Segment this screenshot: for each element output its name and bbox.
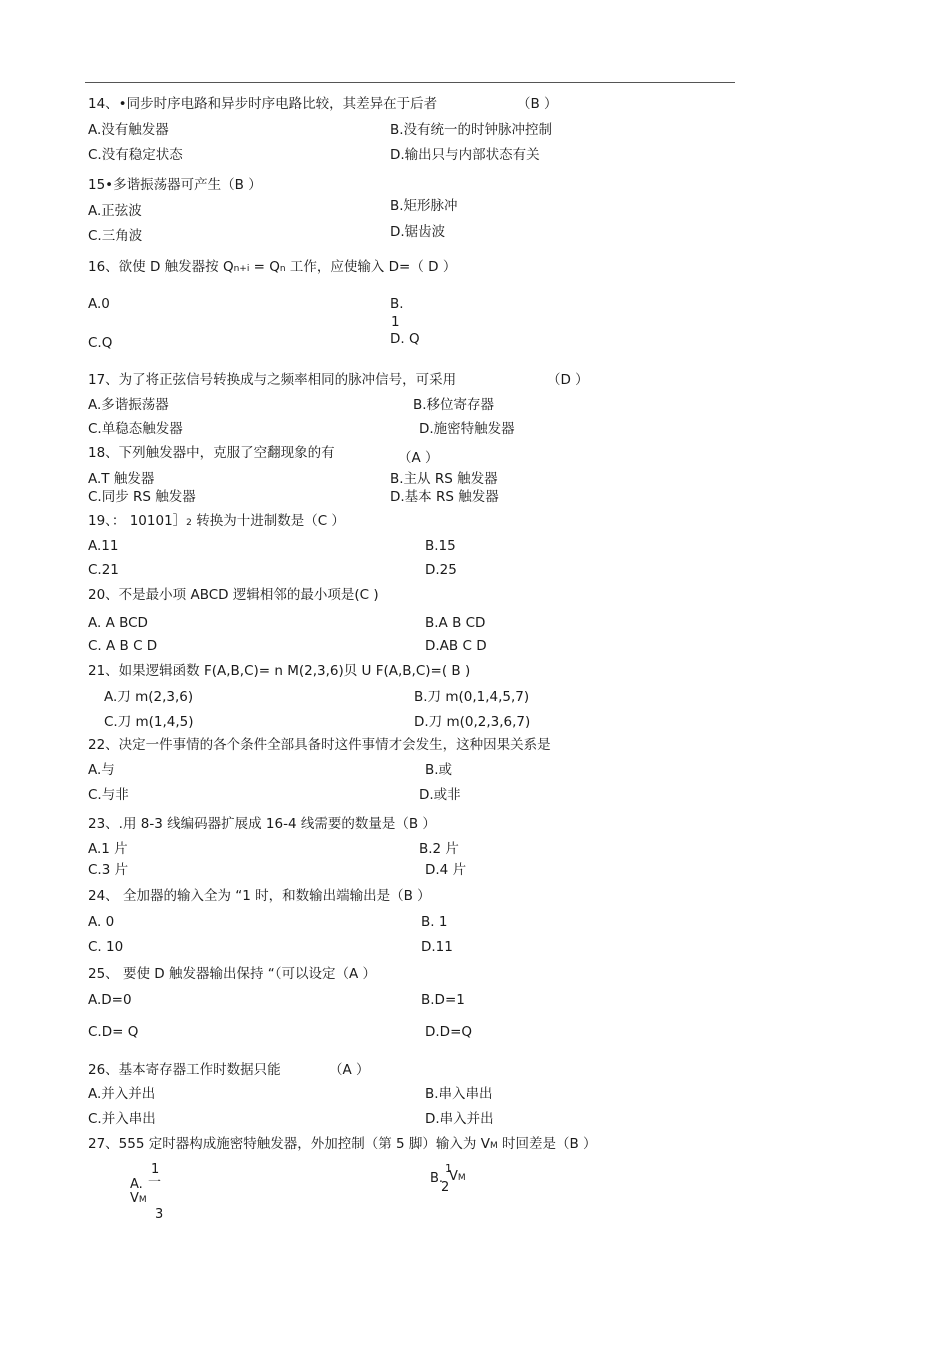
q24-option-c: C. 10 [88, 939, 124, 955]
q26-option-c: C.并入串出 [88, 1111, 156, 1127]
q14-option-d: D.输出只与内部状态有关 [390, 147, 540, 163]
q22-option-c: C.与非 [88, 787, 129, 803]
q25-option-d: D.D=Q [425, 1024, 473, 1040]
q24-option-d: D.11 [421, 939, 453, 955]
q17-option-b: B.移位寄存器 [413, 397, 495, 413]
q22-option-a: A.与 [88, 762, 115, 778]
q15-option-b: B.矩形脉冲 [390, 198, 458, 214]
q17-option-c: C.单稳态触发器 [88, 421, 183, 437]
q18-option-b: B.主从 RS 触发器 [390, 471, 498, 487]
q20-option-c: C. A B C D [88, 638, 158, 654]
q15-option-d: D.锯齿波 [390, 224, 446, 240]
q16-option-b-label: B. [390, 296, 404, 312]
q21-option-d: D.刀 m(0,2,3,6,7) [414, 714, 531, 730]
q16-option-b-value: 1 [391, 314, 400, 330]
q27-a-v: VM [130, 1191, 147, 1206]
q20-option-b: B.A B CD [425, 615, 486, 631]
q18-option-a: A.T 触发器 [88, 471, 155, 487]
q27-b-numerator: 1 [445, 1162, 452, 1175]
question-15: 15•多谐振荡器可产生（B ） [88, 177, 262, 193]
q24-option-a: A. 0 [88, 914, 115, 930]
question-17-answer: （D ） [547, 372, 589, 388]
q16-option-c: C.Q [88, 335, 113, 351]
q15-option-a: A.正弦波 [88, 203, 142, 219]
q27-a-denominator: 3 [155, 1207, 164, 1222]
q27-a-label: A. [130, 1177, 143, 1192]
q21-option-c: C.刀 m(1,4,5) [104, 714, 194, 730]
q19-option-a: A.11 [88, 538, 119, 554]
q14-option-c: C.没有稳定状态 [88, 147, 183, 163]
question-27: 27、555 定时器构成施密特触发器，外加控制（第 5 脚）输入为 VM 时回差是（B ） [88, 1136, 597, 1152]
q27-a-numerator: 1 [151, 1162, 160, 1177]
q24-option-b: B. 1 [421, 914, 448, 930]
q23-option-c: C.3 片 [88, 862, 129, 878]
q17-option-d: D.施密特触发器 [419, 421, 515, 437]
header-rule [85, 82, 735, 83]
question-25: 25、 要使 D 触发器输出保持 “（可以设定（A ） [88, 966, 377, 982]
q21-option-a: A.刀 m(2,3,6) [104, 689, 194, 705]
q16-option-d: D. Q [390, 331, 420, 347]
q18-option-c: C.同步 RS 触发器 [88, 489, 196, 505]
question-26-answer: （A ） [329, 1062, 370, 1078]
question-18: 18、下列触发器中，克服了空翻现象的有 [88, 445, 335, 461]
question-17: 17、为了将正弦信号转换成与之频率相同的脉冲信号，可采用 [88, 372, 457, 388]
question-19: 19、： 10101］2 转换为十进制数是（C ） [88, 513, 345, 529]
q25-option-b: B.D=1 [421, 992, 465, 1008]
question-24: 24、 全加器的输入全为 “1 时，和数输出端输出是（B ） [88, 888, 431, 904]
q21-option-b: B.刀 m(0,1,4,5,7) [414, 689, 530, 705]
q25-option-a: A.D=0 [88, 992, 132, 1008]
q26-option-d: D.串入并出 [425, 1111, 494, 1127]
q20-option-a: A. A BCD [88, 615, 148, 631]
q14-option-a: A.没有触发器 [88, 122, 169, 138]
q26-option-a: A.并入并出 [88, 1086, 156, 1102]
q16-option-a: A.0 [88, 296, 110, 312]
q23-option-a: A.1 片 [88, 841, 128, 857]
q15-option-c: C.三角波 [88, 228, 143, 244]
q27-a-fraction-bar: 一 [148, 1175, 162, 1190]
q22-option-d: D.或非 [419, 787, 461, 803]
question-26: 26、基本寄存器工作时数据只能 [88, 1062, 281, 1078]
q27-b-v: VM [449, 1169, 466, 1184]
q23-option-d: D.4 片 [425, 862, 467, 878]
question-20: 20、不是最小项 ABCD 逻辑相邻的最小项是(C ) [88, 587, 379, 603]
q26-option-b: B.串入串出 [425, 1086, 493, 1102]
q20-option-d: D.AB C D [425, 638, 487, 654]
question-18-answer: （A ） [398, 450, 439, 466]
q19-option-d: D.25 [425, 562, 457, 578]
q17-option-a: A.多谐振荡器 [88, 397, 169, 413]
q23-option-b: B.2 片 [419, 841, 459, 857]
question-23: 23、.用 8-3 线编码器扩展成 16-4 线需要的数量是（B ） [88, 816, 436, 832]
q14-option-b: B.没有统一的时钟脉冲控制 [390, 122, 553, 138]
q19-option-b: B.15 [425, 538, 456, 554]
question-14: 14、•同步时序电路和异步时序电路比较，其差异在于后者 [88, 96, 438, 112]
q27-b-denominator: 2 [441, 1180, 450, 1195]
question-22: 22、决定一件事情的各个条件全部具备时这件事情才会发生，这种因果关系是 [88, 737, 551, 753]
question-16: 16、欲使 D 触发器按 Qn+i = Qn 工作，应使输入 D=（ D ） [88, 259, 457, 275]
q19-option-c: C.21 [88, 562, 119, 578]
q18-option-d: D.基本 RS 触发器 [390, 489, 499, 505]
question-14-answer: （B ） [517, 96, 558, 112]
q27-b-label: B. [430, 1171, 444, 1186]
q25-option-c: C.D= Q [88, 1024, 139, 1040]
question-21: 21、如果逻辑函数 F(A,B,C)= n M(2,3,6)贝 U F(A,B,C)=( B ) [88, 663, 471, 679]
q22-option-b: B.或 [425, 762, 453, 778]
